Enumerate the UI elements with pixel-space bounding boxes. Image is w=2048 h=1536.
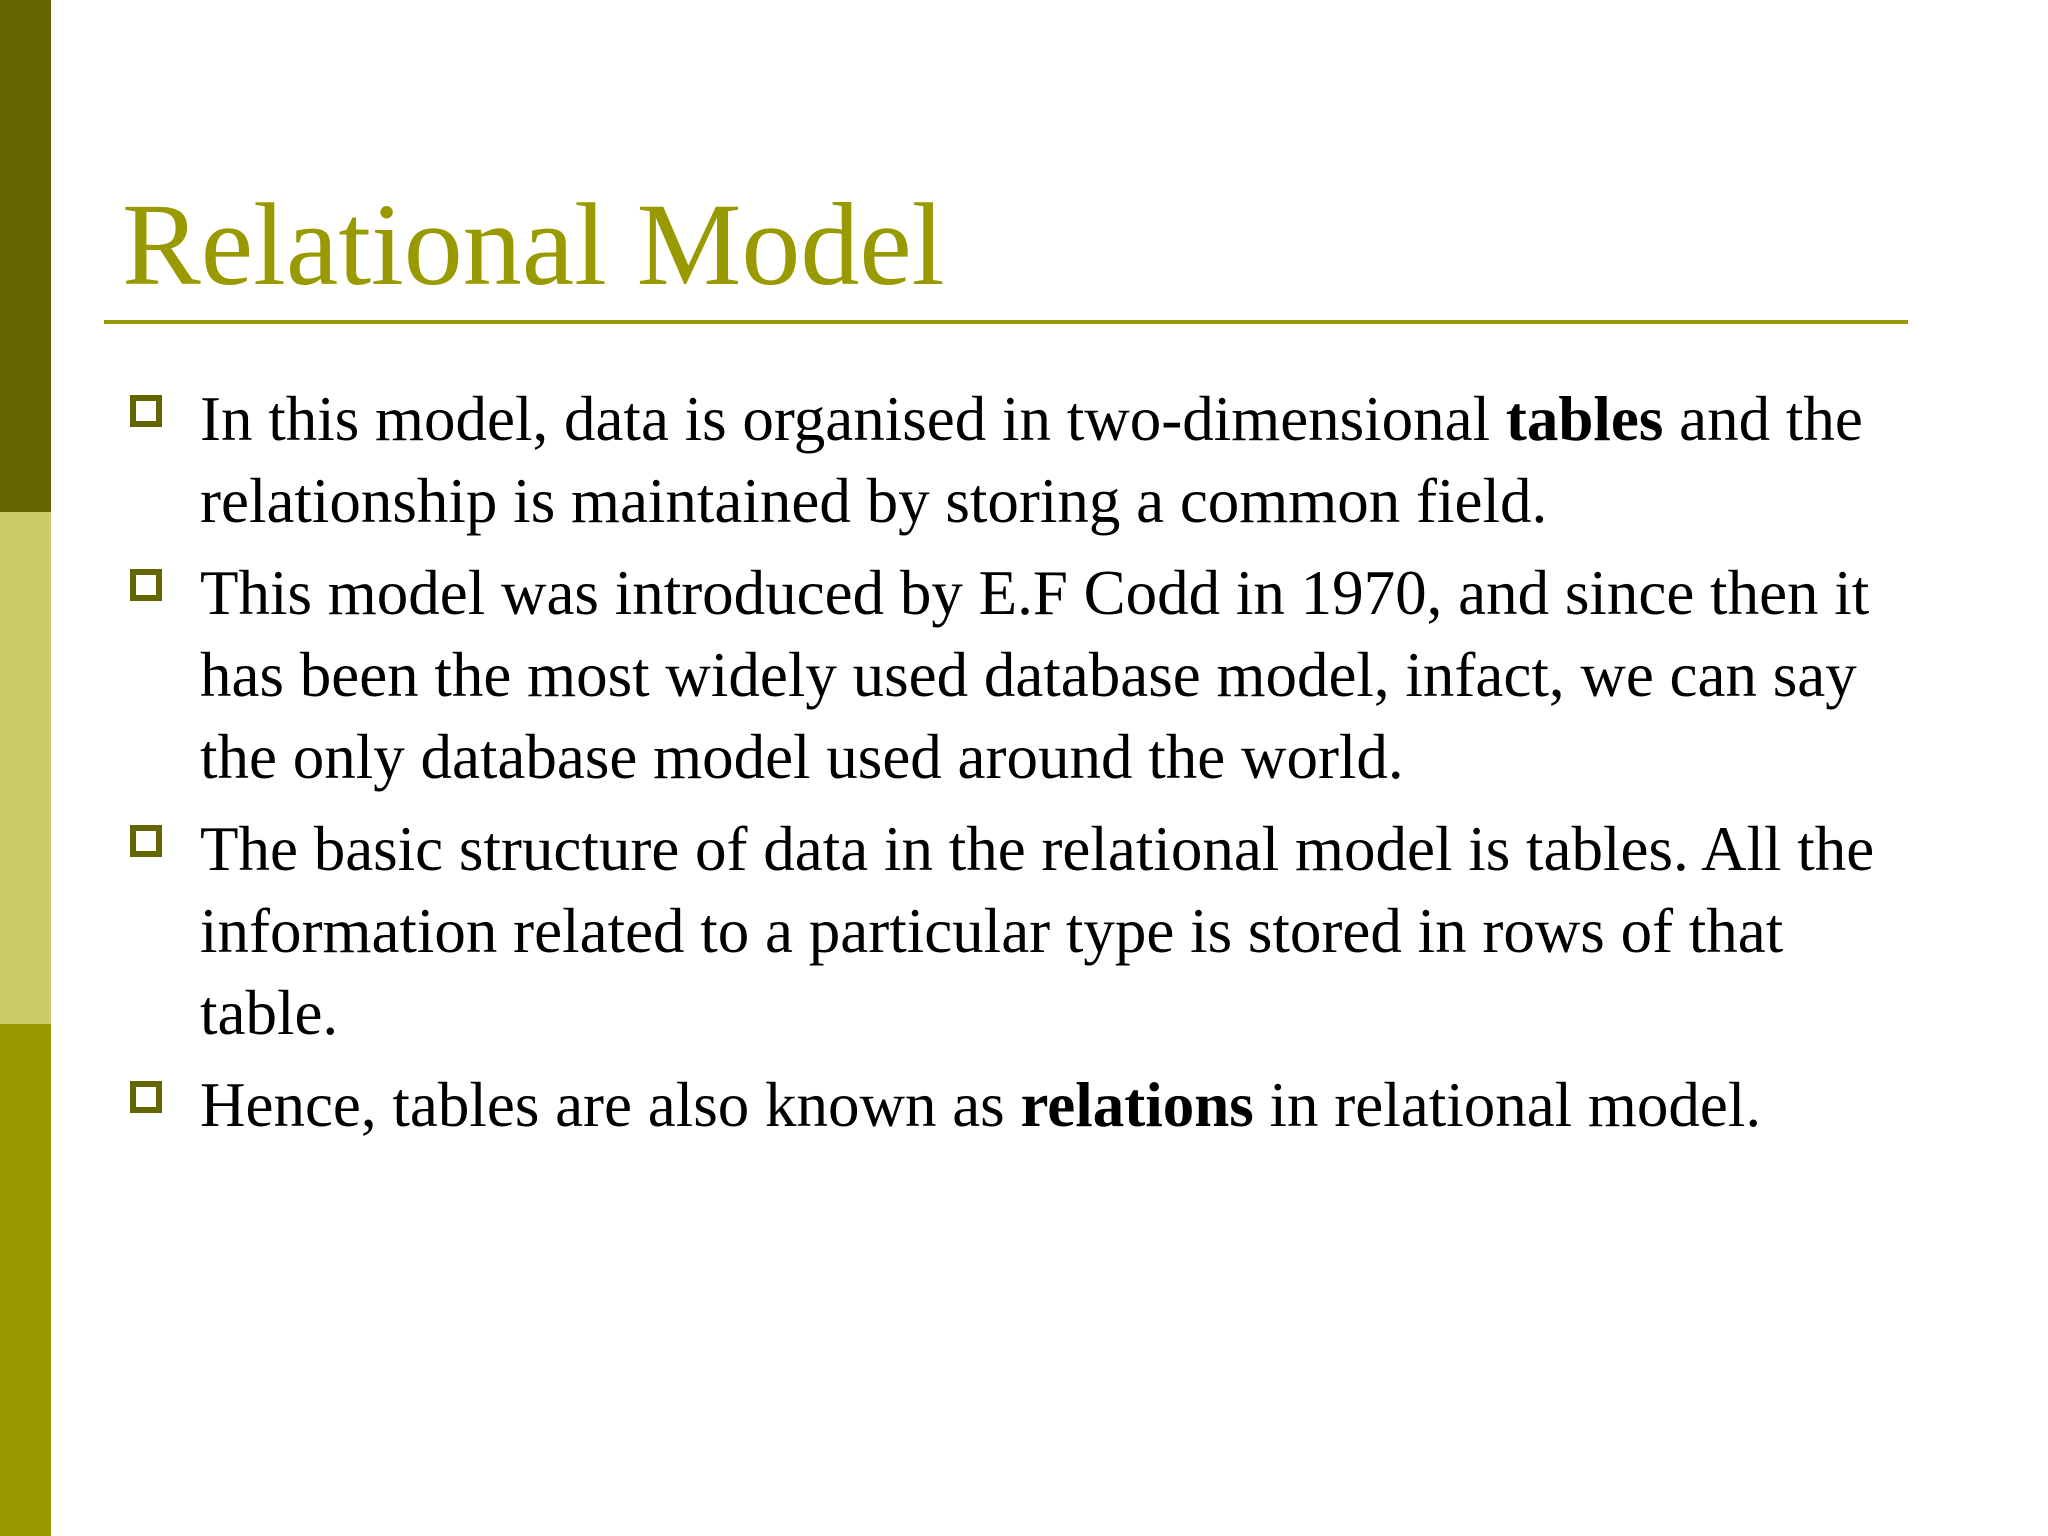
bullet-item (126, 1064, 1926, 1146)
bullet-bold-term: relations (1020, 1070, 1254, 1140)
slide-title: Relational Model (122, 179, 945, 310)
hollow-square-icon (130, 1081, 162, 1113)
bullet-text (200, 378, 1926, 542)
bullet-text-part: In this model, data is organised in two-dimensional (200, 384, 1506, 454)
bullet-item (126, 552, 1926, 798)
bullet-bold-term: tables (1505, 384, 1664, 454)
hollow-square-icon (130, 395, 162, 427)
bullet-text-part: and the relationship is maintained by storing a common field. (200, 384, 1863, 536)
sidebar-stripe-top (0, 0, 51, 512)
bullet-list (126, 378, 1926, 1156)
hollow-square-icon (130, 569, 162, 601)
bullet-item (126, 378, 1926, 542)
title-underline (104, 320, 1908, 324)
bullet-text (200, 1064, 1926, 1146)
bullet-text: The basic structure of data in the relational model is tables. All the information related to a particular type is stored in rows of that table. (200, 814, 1875, 1048)
sidebar-stripe-bottom (0, 1024, 51, 1536)
bullet-text-part: Hence, tables are also known as (200, 1070, 1021, 1140)
bullet-text: This model was introduced by E.F Codd in 1970, and since then it has been the most widely used database model, infact, we can say the only database model used around the world. (200, 558, 1870, 792)
sidebar-stripe-middle (0, 512, 51, 1024)
hollow-square-icon (130, 825, 162, 857)
bullet-item (126, 808, 1926, 1054)
bullet-text-part: in relational model. (1253, 1070, 1762, 1140)
